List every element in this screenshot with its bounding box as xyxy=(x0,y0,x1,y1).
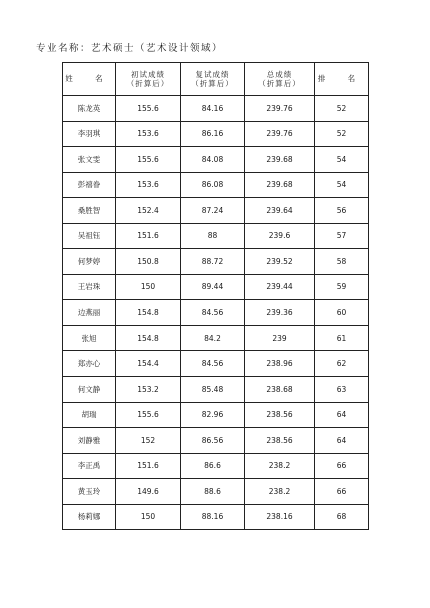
table-row xyxy=(63,300,369,326)
table-row xyxy=(63,351,369,377)
cell-first-score: 154.8 xyxy=(116,325,181,351)
cell-name: 黄玉玲 xyxy=(63,479,116,505)
cell-name: 何梦婷 xyxy=(63,249,116,275)
table-row xyxy=(63,325,369,351)
cell-second-score: 88 xyxy=(181,223,245,249)
cell-rank: 66 xyxy=(315,479,369,505)
major-name-heading: 专业名称：艺术硕士（艺术设计领域） xyxy=(36,43,224,54)
cell-second-score: 84.56 xyxy=(181,300,245,326)
table-row xyxy=(63,249,369,275)
cell-name: 李正禹 xyxy=(63,453,116,479)
table-row xyxy=(63,121,369,147)
cell-first-score: 153.2 xyxy=(116,377,181,403)
cell-name: 彭禧眷 xyxy=(63,172,116,198)
cell-total-score: 238.56 xyxy=(245,402,315,428)
cell-total-score: 239.52 xyxy=(245,249,315,275)
cell-rank: 57 xyxy=(315,223,369,249)
cell-first-score: 154.4 xyxy=(116,351,181,377)
table-row xyxy=(63,147,369,173)
cell-second-score: 89.44 xyxy=(181,274,245,300)
table-row xyxy=(63,377,369,403)
cell-total-score: 239.76 xyxy=(245,121,315,147)
table-row xyxy=(63,172,369,198)
cell-rank: 54 xyxy=(315,147,369,173)
cell-total-score: 239 xyxy=(245,325,315,351)
cell-name: 郑亦心 xyxy=(63,351,116,377)
cell-rank: 56 xyxy=(315,198,369,224)
table-row xyxy=(63,479,369,505)
cell-second-score: 87.24 xyxy=(181,198,245,224)
cell-rank: 52 xyxy=(315,121,369,147)
cell-first-score: 149.6 xyxy=(116,479,181,505)
cell-first-score: 155.6 xyxy=(116,402,181,428)
cell-second-score: 86.6 xyxy=(181,453,245,479)
cell-second-score: 84.56 xyxy=(181,351,245,377)
table-row xyxy=(63,402,369,428)
cell-rank: 60 xyxy=(315,300,369,326)
cell-second-score: 86.16 xyxy=(181,121,245,147)
cell-first-score: 150 xyxy=(116,274,181,300)
cell-total-score: 238.2 xyxy=(245,479,315,505)
cell-second-score: 85.48 xyxy=(181,377,245,403)
table-row xyxy=(63,274,369,300)
cell-total-score: 239.64 xyxy=(245,198,315,224)
cell-name: 王岩珠 xyxy=(63,274,116,300)
cell-name: 何文静 xyxy=(63,377,116,403)
header-rank: 排 名 xyxy=(315,63,369,96)
cell-first-score: 151.6 xyxy=(116,223,181,249)
cell-name: 边燕丽 xyxy=(63,300,116,326)
cell-total-score: 238.56 xyxy=(245,428,315,454)
table-row xyxy=(63,96,369,122)
cell-second-score: 88.72 xyxy=(181,249,245,275)
cell-total-score: 239.44 xyxy=(245,274,315,300)
header-second-score: 复试成绩 （折算后） xyxy=(181,63,245,96)
cell-rank: 59 xyxy=(315,274,369,300)
cell-total-score: 239.36 xyxy=(245,300,315,326)
header-total-score: 总成绩 （折算后） xyxy=(245,63,315,96)
header-name: 姓 名 xyxy=(63,63,116,96)
cell-second-score: 88.6 xyxy=(181,479,245,505)
cell-first-score: 150 xyxy=(116,504,181,530)
cell-rank: 64 xyxy=(315,402,369,428)
cell-first-score: 153.6 xyxy=(116,121,181,147)
table-row xyxy=(63,504,369,530)
cell-name: 杨莉娜 xyxy=(63,504,116,530)
cell-name: 张文雯 xyxy=(63,147,116,173)
header-first-score: 初试成绩 （折算后） xyxy=(116,63,181,96)
cell-first-score: 151.6 xyxy=(116,453,181,479)
scores-table xyxy=(62,62,369,530)
cell-total-score: 238.16 xyxy=(245,504,315,530)
cell-rank: 62 xyxy=(315,351,369,377)
cell-first-score: 155.6 xyxy=(116,147,181,173)
cell-total-score: 238.2 xyxy=(245,453,315,479)
cell-total-score: 238.68 xyxy=(245,377,315,403)
cell-second-score: 84.08 xyxy=(181,147,245,173)
cell-second-score: 82.96 xyxy=(181,402,245,428)
cell-rank: 52 xyxy=(315,96,369,122)
table-row xyxy=(63,453,369,479)
cell-rank: 61 xyxy=(315,325,369,351)
cell-name: 吴祖钰 xyxy=(63,223,116,249)
cell-rank: 64 xyxy=(315,428,369,454)
table-header-row xyxy=(63,63,369,96)
cell-name: 刘静雅 xyxy=(63,428,116,454)
cell-second-score: 84.2 xyxy=(181,325,245,351)
cell-rank: 54 xyxy=(315,172,369,198)
cell-rank: 66 xyxy=(315,453,369,479)
cell-rank: 63 xyxy=(315,377,369,403)
cell-rank: 58 xyxy=(315,249,369,275)
cell-name: 李羽琪 xyxy=(63,121,116,147)
cell-second-score: 84.16 xyxy=(181,96,245,122)
cell-first-score: 154.8 xyxy=(116,300,181,326)
cell-first-score: 150.8 xyxy=(116,249,181,275)
cell-second-score: 86.56 xyxy=(181,428,245,454)
cell-first-score: 152 xyxy=(116,428,181,454)
table-row xyxy=(63,223,369,249)
cell-second-score: 86.08 xyxy=(181,172,245,198)
cell-total-score: 239.6 xyxy=(245,223,315,249)
cell-name: 胡瑞 xyxy=(63,402,116,428)
cell-second-score: 88.16 xyxy=(181,504,245,530)
cell-name: 张旭 xyxy=(63,325,116,351)
cell-total-score: 239.68 xyxy=(245,147,315,173)
cell-first-score: 153.6 xyxy=(116,172,181,198)
cell-total-score: 238.96 xyxy=(245,351,315,377)
cell-first-score: 155.6 xyxy=(116,96,181,122)
cell-rank: 68 xyxy=(315,504,369,530)
table-row xyxy=(63,198,369,224)
cell-total-score: 239.76 xyxy=(245,96,315,122)
cell-name: 桑胜智 xyxy=(63,198,116,224)
cell-name: 陈龙英 xyxy=(63,96,116,122)
cell-first-score: 152.4 xyxy=(116,198,181,224)
cell-total-score: 239.68 xyxy=(245,172,315,198)
table-row xyxy=(63,428,369,454)
